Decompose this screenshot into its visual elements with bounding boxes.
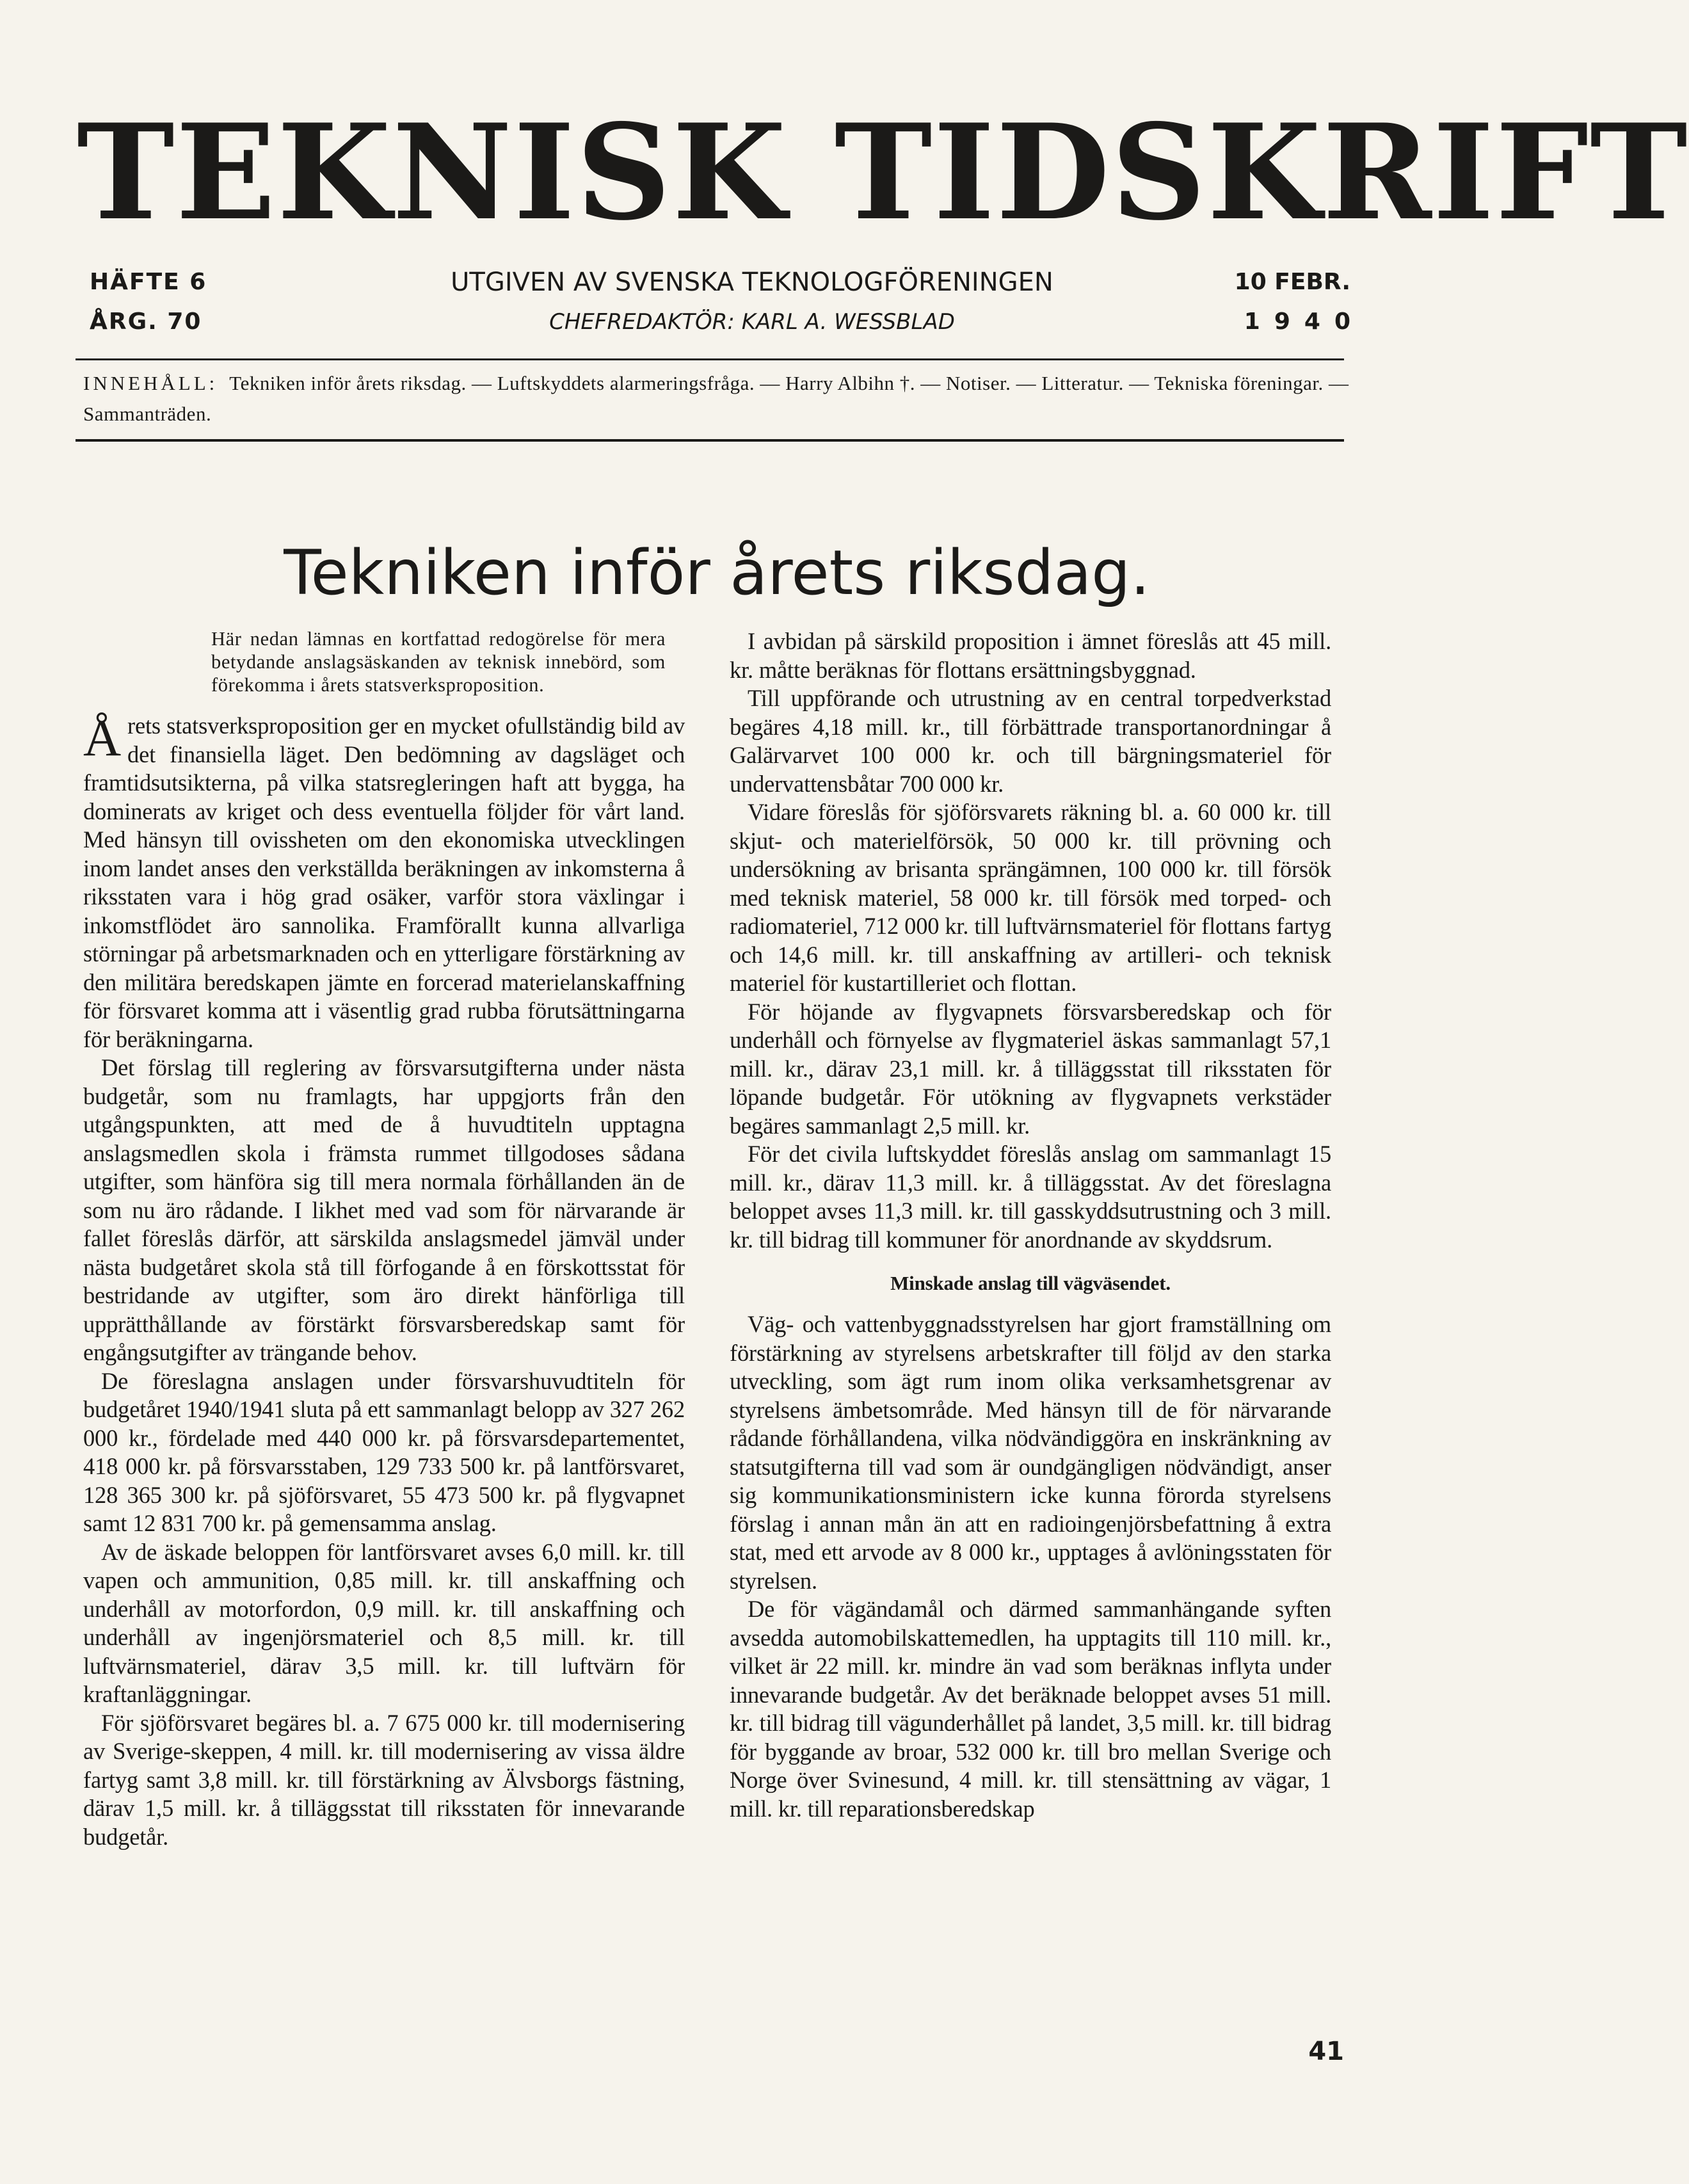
issue-info bbox=[90, 262, 207, 342]
paragraph: Det förslag till reglering av försvarsutgifterna under nästa budgetår, som nu framlagts, har uppgjorts från den utgångspunkten, att med de å huvudtiteln upptagna anslagsmedlen skola i främsta rummet tillgodoses sådana utgifter, som hänföra sig till mera normala förhållanden än de som nu äro rådande. I likhet med vad som för närvarande är fallet föreslås därför, att särskilda anslagsmedel jämväl under nästa budgetåret skola stå till förfogande å en förskottsstat för bestridande av utgifter, som äro direkt hänförliga till upprätthållande av förstärkt försvarsberedskap samt för engångsutgifter av trängande behov. bbox=[83, 1054, 685, 1365]
paragraph: Vidare föreslås för sjöförsvarets räkning bl. a. 60 000 kr. till skjut- och materielförsök, 50 000 kr. till prövning och undersökning av brisanta sprängämnen, 100 000 kr. till försök med teknisk materiel, 58 000 kr. till försök med torped- och radiomateriel, 712 000 kr. till luftvärnsmateriel för flottans fartyg och 14,6 mill. kr. till anskaffning av artilleri- och teknisk materiel för kustartilleriet och flottan. bbox=[730, 799, 1331, 996]
year: 1940 bbox=[1244, 309, 1365, 335]
masthead-title: TEKNISK TIDSKRIFT bbox=[77, 96, 1689, 250]
publisher: UTGIVEN AV SVENSKA TEKNOLOGFÖRENINGEN bbox=[451, 268, 1053, 297]
date: 10 FEBR. bbox=[1234, 269, 1350, 295]
contents-label: INNEHÅLL: bbox=[83, 372, 218, 394]
contents-text: Tekniken inför årets riksdag. — Luftskyddets alarmeringsfråga. — Harry Albihn †. — Notiser. — Litteratur. — Tekniska föreningar. — Sammanträden. bbox=[83, 372, 1349, 425]
paragraph: De föreslagna anslagen under försvarshuvudtiteln för budgetåret 1940/1941 sluta på ett sammanlagt belopp av 327 262 000 kr., fördelade med 440 000 kr. på försvarsdepartementet, 418 000 kr. på försvarsstaben, 129 733 500 kr. på lantförsvaret, 128 365 300 kr. på sjöförsvaret, 55 473 500 kr. på flygvapnet samt 12 831 700 kr. på gemensamma anslag. bbox=[83, 1367, 685, 1536]
paragraph: Väg- och vattenbyggnadsstyrelsen har gjort framställning om förstärkning av styrelsens arbetskrafter till följd av den starka utveckling, som ägt rum inom olika verksamhetsgrenar av styrelsens ämbetsområde. Med hänsyn till de för närvarande rådande förhållandena, vilka nödvändiggöra en inskränkning av statsutgifterna till vad som är oundgängligen nödvändigt, anser sig kommunikationsministern icke kunna förorda styrelsens förslag i annan mån än att en radioingenjörsbefattning å extra stat, med ett arvode av 8 000 kr., upptages å avlöningsstaten för styrelsen. bbox=[730, 1311, 1331, 1594]
editor: CHEFREDAKTÖR: KARL A. WESSBLAD bbox=[549, 309, 955, 335]
issue-date bbox=[1197, 262, 1365, 342]
first-paragraph-text: rets statsverksproposition ger en mycket ofullständig bild av det finansiella läget. Den bedömning av dagsläget och framtidsutsikterna, på vilka statsregleringen haft att bygga, ha dominerats av kriget och dess eventuella följder för vårt land. Med hänsyn till ovissheten om den ekonomiska utvecklingen inom landet anses den verkställda beräkningen av inkomsterna å riksstaten vara i hög grad osäker, varför stora växlingar i inkomstflödet äro sannolika. Framförallt kunna allvarliga störningar på arbetsmarknaden och en ytterligare förstärkning av den militära beredskapen jämte en forcerad materielanskaffning för försvaret komma att i väsentlig grad rubba förutsättningarna för beräkningarna. bbox=[83, 712, 685, 1052]
paragraph: För sjöförsvaret begäres bl. a. 7 675 000 kr. till modernisering av Sverige-skeppen, 4 mill. kr. till modernisering av vissa äldre fartyg samt 3,8 mill. kr. till förstärkning av Älvsborgs fästning, därav 1,5 mill. kr. å tilläggsstat till riksstaten för innevarande budgetår. bbox=[83, 1709, 685, 1850]
page-number: 41 bbox=[1308, 2037, 1344, 2066]
section-subheading: Minskade anslag till vägväsendet. bbox=[890, 1272, 1171, 1294]
paragraph: De för vägändamål och därmed sammanhängande syften avsedda automobilskattemedlen, ha upptagits till 110 mill. kr., vilket är 22 mill. kr. mindre än vad som beräknas inflyta under innevarande budgetår. Av det beräknade beloppet avses 51 mill. kr. till bidrag till vägunderhållet på landet, 3,5 mill. kr. till bidrag för byggande av broar, 532 000 kr. till bro mellan Sverige och Norge över Svinesund, 4 mill. kr. till stensättning av vägar, 1 mill. kr. till reparationsberedskap bbox=[730, 1596, 1331, 1822]
paragraph: Av de äskade beloppen för lantförsvaret avses 6,0 mill. kr. till vapen och ammunition, 0,85 mill. kr. till anskaffning och underhåll av motorfordon, 0,9 mill. kr. till anskaffning och underhåll av ingenjörsmateriel och 8,5 mill. kr. till luftvärnsmateriel, därav 3,5 mill. kr. till luftvärn för kraftanläggningar. bbox=[83, 1538, 685, 1707]
article-title: Tekniken inför årets riksdag. bbox=[284, 537, 1150, 609]
paragraph: Till uppförande och utrustning av en central torpedverkstad begäres 4,18 mill. kr., till förbättrade transportanordningar å Galärvarvet 100 000 kr. och till bärgningsmateriel för undervattensbåtar 700 000 kr. bbox=[730, 685, 1331, 797]
left-column bbox=[83, 627, 685, 1851]
article-lead: Här nedan lämnas en kortfattad redogörelse för mera betydande anslagsäskanden av teknisk innebörd, som förekomma i årets statsverksproposition. bbox=[211, 628, 666, 696]
paragraph: För det civila luftskyddet föreslås anslag om sammanlagt 15 mill. kr., därav 11,3 mill. kr. å tilläggsstat. Av det föreslagna beloppet avses 11,3 mill. kr. till gasskyddsutrustning och 3 mill. kr. till bidrag till kommuner för anordnande av skyddsrum. bbox=[730, 1141, 1331, 1253]
right-column bbox=[730, 627, 1331, 1823]
paragraph: För höjande av flygvapnets försvarsberedskap och för underhåll och förnyelse av flygmateriel äskas sammanlagt 57,1 mill. kr., därav 23,1 mill. kr. å tilläggsstat till riksstaten för löpande budgetår. För utökning av flygvapnets verkstäder begäres sammanlagt 2,5 mill. kr. bbox=[730, 998, 1331, 1139]
contents-bottom-rule bbox=[76, 439, 1344, 442]
first-paragraph bbox=[83, 709, 685, 1054]
table-of-contents bbox=[83, 368, 1350, 430]
volume-number: ÅRG. 70 bbox=[90, 309, 202, 335]
publisher-info bbox=[358, 262, 1146, 342]
contents-top-rule bbox=[76, 358, 1344, 360]
issue-number: HÄFTE 6 bbox=[90, 269, 207, 295]
drop-cap: Å bbox=[83, 709, 122, 767]
paragraph: I avbidan på särskild proposition i ämnet föreslås att 45 mill. kr. måtte beräknas för flottans ersättningsbyggnad. bbox=[730, 628, 1331, 683]
